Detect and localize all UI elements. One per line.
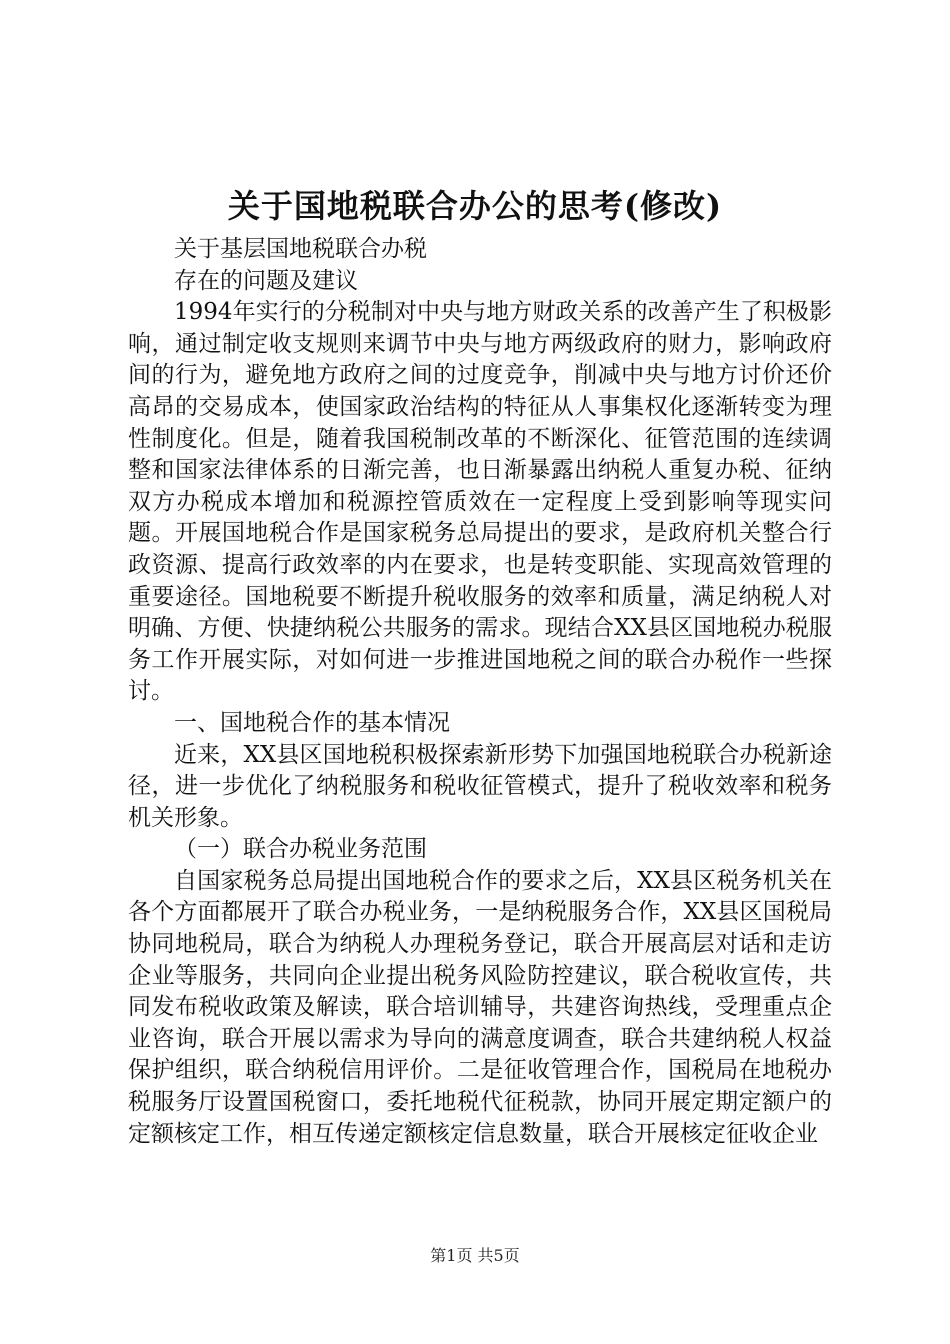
paragraph-overview: 近来，XX县区国地税积极探索新形势下加强国地税联合办税新途径，进一步优化了纳税服务和税收征管模式，提升了税收效率和税务机关形象。: [128, 741, 832, 831]
section-heading: 一、国地税合作的基本情况: [174, 709, 450, 736]
heading-line-1: 关于基层国地税联合办税: [174, 236, 427, 262]
paragraph-intro: 1994年实行的分税制对中央与地方财政关系的改善产生了积极影响，通过制定收支规则来调节中央与地方两级政府的财力，影响政府间的行为，避免地方政府之间的过度竞争，削减中央与地方讨价还价高昂的交易成本，使国家政治结构的特征从人事集权化逐渐转变为理性制度化。但是，随着我国税制改革的不断深化、征管范围的连续调整和国家法律体系的日渐完善，也日渐暴露出纳税人重复办税、征纳双方办税成本增加和税源控管质效在一定程度上受到影响等现实问题。开展国地税合作是国家税务总局提出的要求，是政府机关整合行政资源、提高行政效率的内在要求，也是转变职能、实现高效管理的重要途径。国地税要不断提升税收服务的效率和质量，满足纳税人对明确、方便、快捷纳税公共服务的需求。现结合XX县区国地税办税服务工作开展实际，对如何进一步推进国地税之间的联合办税作一些探讨。: [128, 299, 832, 705]
document-body: [128, 234, 832, 1150]
subsection-heading: （一）联合办税业务范围: [174, 836, 427, 863]
page-footer: 第1页 共5页: [430, 1246, 520, 1265]
heading-line-2: 存在的问题及建议: [174, 267, 358, 294]
paragraph-scope: 自国家税务总局提出国地税合作的要求之后，XX县区税务机关在各个方面都展开了联合办税业务，一是纳税服务合作，XX县区国税局协同地税局，联合为纳税人办理税务登记，联合开展高层对话和走访企业等服务，共同向企业提出税务风险防控建议，联合税收宣传，共同发布税收政策及解读，联合培训辅导，共建咨询热线，受理重点企业咨询，联合开展以需求为导向的满意度调查，联合共建纳税人权益保护组织，联合纳税信用评价。二是征收管理合作，国税局在地税办税服务厅设置国税窗口，委托地税代征税款，协同开展定期定额户的定额核定工作，相互传递定额核定信息数量，联合开展核定征收企业: [128, 867, 832, 1147]
document-title: 关于国地税联合办公的思考(修改): [227, 187, 723, 225]
